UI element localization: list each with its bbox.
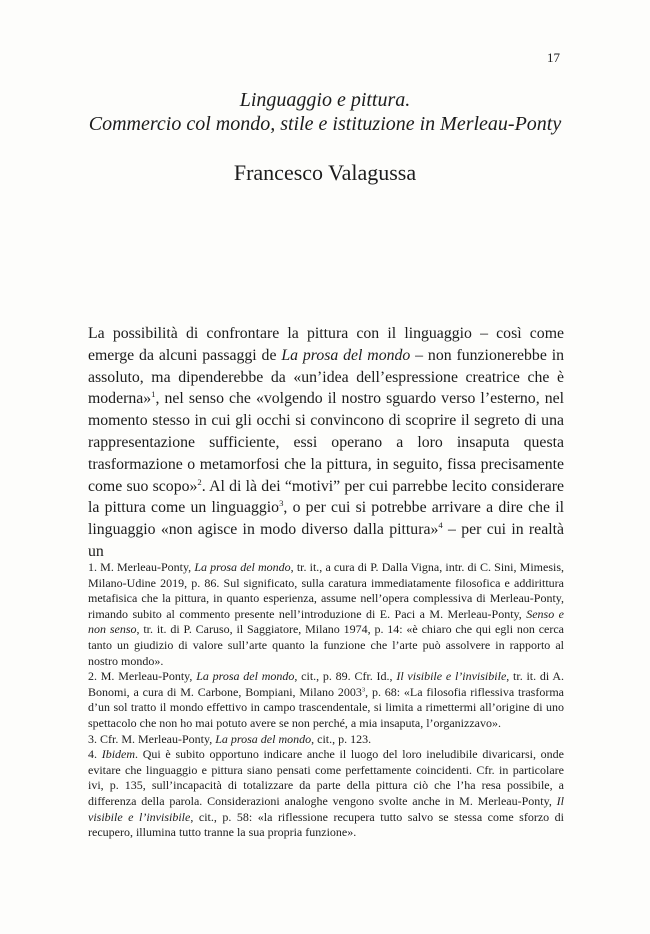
fn1-e: , tr. it. di P. Caruso, il Saggiatore, Milano 1974, p. 14: «è chiaro che qui egli non cerca tanto un giudizio di valore sull’arte quanto la funzione che l’arte può assolvere in rapporto al nostro mondo». [88,622,564,668]
fn2-f: , p. 68: «La filosofia riflessiva trasforma d’un sol tratto il mondo effettivo in campo trascendentale, si limita a rimettermi all’origine di uno spettacolo che non ho mai potuto avere se non perché, a mia insaputa, l’organizzavo». [88,684,564,730]
fn4-b: Ibidem [101,747,136,762]
body-paragraph [88,323,564,563]
fn1-c: , tr. it., a cura di P. Dalla Vigna, intr. di C. Sini, Mimesis, Milano-Udine 2019, p. 86. Sul significato, sulla caratura immediatamente filosofica e addirittura metafisica che la pittura, in quanto esperienza, assume nell’opera complessiva di Merleau-Ponty, rimando subito al commento presente nell’introduzione di E. Paci a M. Merleau-Ponty, [88,560,564,621]
body-text-5: , o per cui si potrebbe arrivare a dire che il linguaggio «non agisce in modo diverso dalla pittura» [88,499,565,539]
footnote-ref-4: 4 [438,520,443,531]
title-line-2: Commercio col mondo, stile e istituzione in Merleau-Ponty [88,113,562,135]
fn2-c: , cit., p. 89. Cfr. Id., [294,669,397,684]
footnotes [88,560,564,841]
fn2-a: 2. M. Merleau-Ponty, [88,669,197,684]
fn2-sup: 3 [361,686,366,694]
fn4-e: , cit., p. 58: «la riflessione recupera tutto salvo se stessa come sforzo di recupero, illumina tutto tranne la sua propria funzione». [88,809,565,840]
body-text-3: , nel senso che «volgendo il nostro sguardo verso l’esterno, nel momento stesso in cui gli occhi si convincono di scoprire il segreto di una rappresentazione sufficiente, essi operano a loro insaputa questa trasformazione o metamorfosi che la pittura, in seguito, fissa precisamente come suo scopo» [88,390,564,495]
fn1-b: La prosa del mondo [194,560,291,574]
footnote-ref-1: 1 [151,389,156,400]
body-text-6: – per cui in realtà un [88,521,564,560]
fn3-c: , cit., p. 123. [311,731,372,746]
fn3-b: La prosa del mondo [215,731,312,746]
fn3-a: 3. Cfr. M. Merleau-Ponty, [88,731,216,746]
body-italic-1: La prosa del mondo [281,346,411,364]
fn4-d: Il visibile e l’invisibile [88,793,564,824]
footnote-ref-2: 2 [197,476,202,487]
fn1-a: 1. M. Merleau-Ponty, [88,560,195,574]
fn2-d: Il visibile e l’invisibile [396,669,507,684]
footnote-3 [88,732,564,748]
fn4-a: 4. [88,747,102,762]
fn2-e: , tr. it. di A. Bonomi, a cura di M. Carbone, Bompiani, Milano 2003 [88,669,565,699]
body-text-4: . Al di là dei “motivi” per cui parrebbe lecito considerare la pittura come un linguaggio [88,477,564,517]
fn4-c: . Qui è subito opportuno indicare anche il luogo del loro ineludibile divaricarsi, onde evitare che linguaggio e pittura siano pensati come perfettamente coincidenti. Cfr. in particolare ivi, p. 135, sull’incapacità di totalizzare da parte della pittura ciò che l’ha resa possibile, a differenza della parola. Considerazioni analoghe vengono svolte anche in M. Merleau-Ponty, [88,747,564,808]
fn2-b: La prosa del mondo [196,669,295,684]
title-block [60,88,590,136]
fn1-d: Senso e non senso [88,606,564,637]
footnote-4 [88,747,564,841]
body-text-1: La possibilità di confrontare la pittura con il linguaggio – così come emerge da alcuni passaggi de [88,325,564,364]
footnote-ref-3: 3 [279,498,284,509]
title-line-1: Linguaggio e pittura. [239,89,411,111]
footnote-2 [88,669,564,731]
footnote-1 [88,560,564,669]
body-text-2: – non funzionerebbe in assoluto, ma dipenderebbe da «un’idea dell’espressione creatrice che è moderna» [88,346,564,408]
page-number: 17 [547,50,560,65]
author-name: Francesco Valagussa [233,160,417,185]
